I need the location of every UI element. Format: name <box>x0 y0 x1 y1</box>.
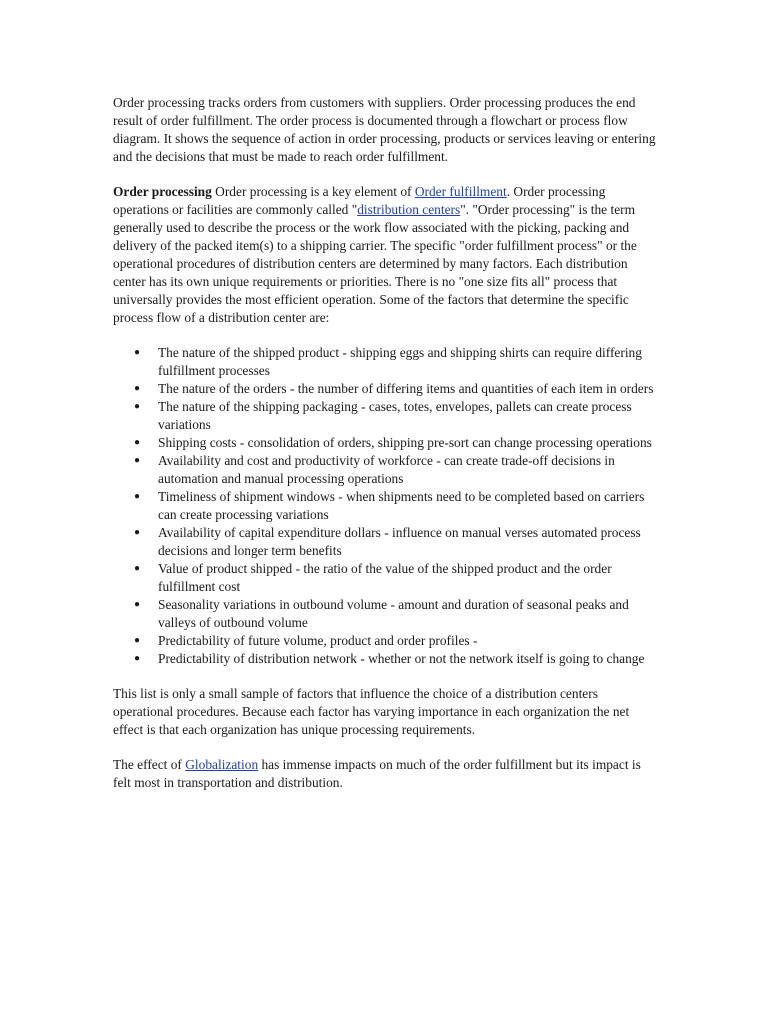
list-item-text: Predictability of distribution network - whether or not the network itself is going to change <box>158 651 645 666</box>
paragraph-text: . Order processing operations or facilities are commonly called " <box>113 184 606 217</box>
list-item-text: Timeliness of shipment windows - when shipments need to be completed based on carriers can create processing variations <box>158 489 645 522</box>
bullet-icon: ● <box>134 455 141 466</box>
bullet-icon: ● <box>134 635 141 646</box>
summary-paragraph: This list is only a small sample of factors that influence the choice of a distribution centers operational procedures. Because each factor has varying importance in each organization the net effect is that each organization has unique processing requirements. <box>113 686 630 737</box>
document-body <box>113 94 658 809</box>
list-item-text: Shipping costs - consolidation of orders, shipping pre-sort can change processing operations <box>158 435 652 450</box>
list-item <box>113 380 658 398</box>
bullet-icon: ● <box>134 527 141 538</box>
bullet-icon: ● <box>134 401 141 412</box>
list-item-text: Value of product shipped - the ratio of the value of the shipped product and the order fulfillment cost <box>158 561 612 594</box>
list-item <box>113 560 658 596</box>
distribution-centers-link[interactable]: distribution centers <box>357 202 461 217</box>
list-item-text: Availability of capital expenditure dollars - influence on manual verses automated process decisions and longer term benefits <box>158 525 641 558</box>
list-item-text: Availability and cost and productivity of workforce - can create trade-off decisions in automation and manual processing operations <box>158 453 615 486</box>
bullet-icon: ● <box>134 653 141 664</box>
list-item <box>113 632 658 650</box>
bullet-icon: ● <box>134 437 141 448</box>
section-heading: Order processing <box>113 184 212 199</box>
globalization-link[interactable]: Globalization <box>185 757 259 772</box>
bullet-icon: ● <box>134 563 141 574</box>
list-item <box>113 452 658 488</box>
list-item <box>113 434 658 452</box>
list-item <box>113 398 658 434</box>
list-item <box>113 488 658 524</box>
list-item-text: Seasonality variations in outbound volume - amount and duration of seasonal peaks and valleys of outbound volume <box>158 597 629 630</box>
list-item <box>113 524 658 560</box>
paragraph-text: The effect of <box>113 757 186 772</box>
bullet-icon: ● <box>134 383 141 394</box>
list-item-text: The nature of the shipping packaging - cases, totes, envelopes, pallets can create process variations <box>158 399 632 432</box>
paragraph-text: ". "Order processing" is the term generally used to describe the process or the work flow associated with the picking, packing and delivery of the packed item(s) to a shipping carrier. The specific "order fulfillment process" or the operational procedures of distribution centers are determined by many factors. Each distribution center has its own unique requirements or priorities. There is no "one size fits all" process that universally provides the most efficient operation. Some of the factors that determine the specific process flow of a distribution center are: <box>113 202 637 325</box>
list-item-text: The nature of the shipped product - shipping eggs and shipping shirts can require differing fulfillment processes <box>158 345 642 378</box>
order-fulfillment-link[interactable]: Order fulfillment <box>414 184 507 199</box>
globalization-paragraph <box>113 756 658 792</box>
bullet-icon: ● <box>134 599 141 610</box>
bullet-icon: ● <box>134 347 141 358</box>
order-processing-paragraph <box>113 183 658 327</box>
factors-list <box>113 344 658 668</box>
list-item-text: Predictability of future volume, product and order profiles - <box>158 633 478 648</box>
paragraph-text: has immense impacts on much of the order fulfillment but its impact is felt most in transportation and distribution. <box>113 757 641 790</box>
list-item <box>113 650 658 668</box>
bullet-icon: ● <box>134 491 141 502</box>
list-item-text: The nature of the orders - the number of differing items and quantities of each item in orders <box>158 381 654 396</box>
intro-paragraph: Order processing tracks orders from customers with suppliers. Order processing produces the end result of order fulfillment. The order process is documented through a flowchart or process flow diagram. It shows the sequence of action in order processing, products or services leaving or entering and the decisions that must be made to reach order fulfillment. <box>113 95 656 164</box>
list-item <box>113 344 658 380</box>
list-item <box>113 596 658 632</box>
paragraph-text: Order processing is a key element of <box>211 184 415 199</box>
